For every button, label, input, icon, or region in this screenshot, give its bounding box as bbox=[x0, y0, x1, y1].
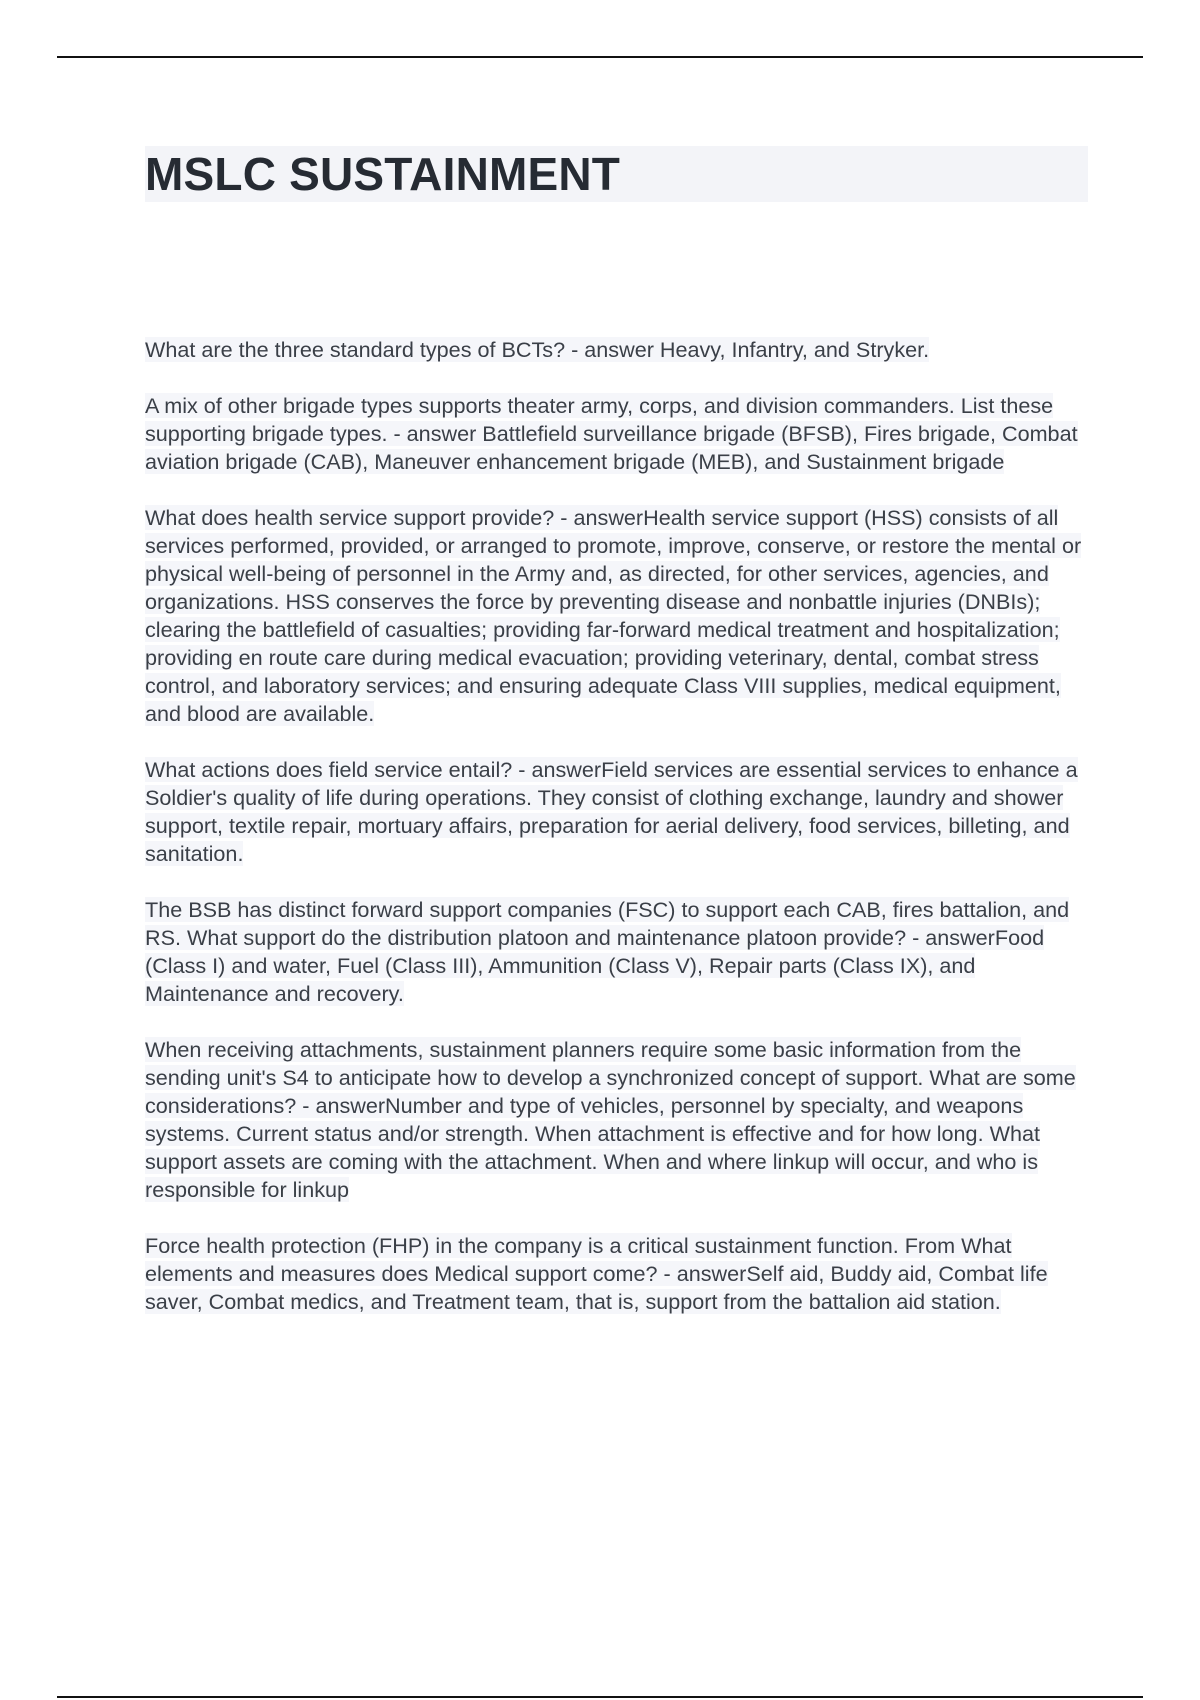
qa-item bbox=[145, 1232, 1090, 1316]
qa-text: What does health service support provide? - answerHealth service support (HSS) consists of all services performed, provided, or arranged to promote, improve, conserve, or restore the mental or physical well-being of personnel in the Army and, as directed, for other services, agencies, and organizations. HSS conserves the force by preventing disease and nonbattle injuries (DNBIs); clearing the battlefield of casualties; providing far-forward medical treatment and hospitalization; providing en route care during medical evacuation; providing veterinary, dental, combat stress control, and laboratory services; and ensuring adequate Class VIII supplies, medical equipment, and blood are available. bbox=[145, 505, 1082, 726]
qa-text: The BSB has distinct forward support companies (FSC) to support each CAB, fires battalion, and RS. What support do the distribution platoon and maintenance platoon provide? - answerFood (Class I) and water, Fuel (Class III), Ammunition (Class V), Repair parts (Class IX), and Maintenance and recovery. bbox=[145, 897, 1070, 1006]
qa-text: Force health protection (FHP) in the company is a critical sustainment function. From What elements and measures does Medical support come? - answerSelf aid, Buddy aid, Combat life saver, Combat medics, and Treatment team, that is, support from the battalion aid station. bbox=[145, 1233, 1048, 1314]
qa-item bbox=[145, 336, 1090, 364]
qa-item bbox=[145, 504, 1090, 728]
qa-item bbox=[145, 756, 1090, 868]
qa-text: What actions does field service entail? - answerField services are essential services to enhance a Soldier's quality of life during operations. They consist of clothing exchange, laundry and shower support, textile repair, mortuary affairs, preparation for aerial delivery, food services, billeting, and sanitation. bbox=[145, 757, 1078, 866]
document-title: MSLC SUSTAINMENT bbox=[145, 148, 621, 200]
top-divider bbox=[57, 56, 1143, 58]
qa-text: A mix of other brigade types supports theater army, corps, and division commanders. List these supporting brigade types. - answer Battlefield surveillance brigade (BFSB), Fires brigade, Combat aviation brigade (CAB), Maneuver enhancement brigade (MEB), and Sustainment brigade bbox=[145, 393, 1078, 474]
qa-text: When receiving attachments, sustainment planners require some basic information from the sending unit's S4 to anticipate how to develop a synchronized concept of support. What are some considerations? - answerNumber and type of vehicles, personnel by specialty, and weapons systems. Current status and/or strength. When attachment is effective and for how long. What support assets are coming with the attachment. When and where linkup will occur, and who is responsible for linkup bbox=[145, 1037, 1076, 1202]
bottom-divider bbox=[57, 1696, 1143, 1698]
qa-list bbox=[145, 336, 1090, 1344]
qa-text: What are the three standard types of BCTs? - answer Heavy, Infantry, and Stryker. bbox=[145, 337, 930, 362]
qa-item bbox=[145, 1036, 1090, 1204]
qa-item bbox=[145, 896, 1090, 1008]
qa-item bbox=[145, 392, 1090, 476]
